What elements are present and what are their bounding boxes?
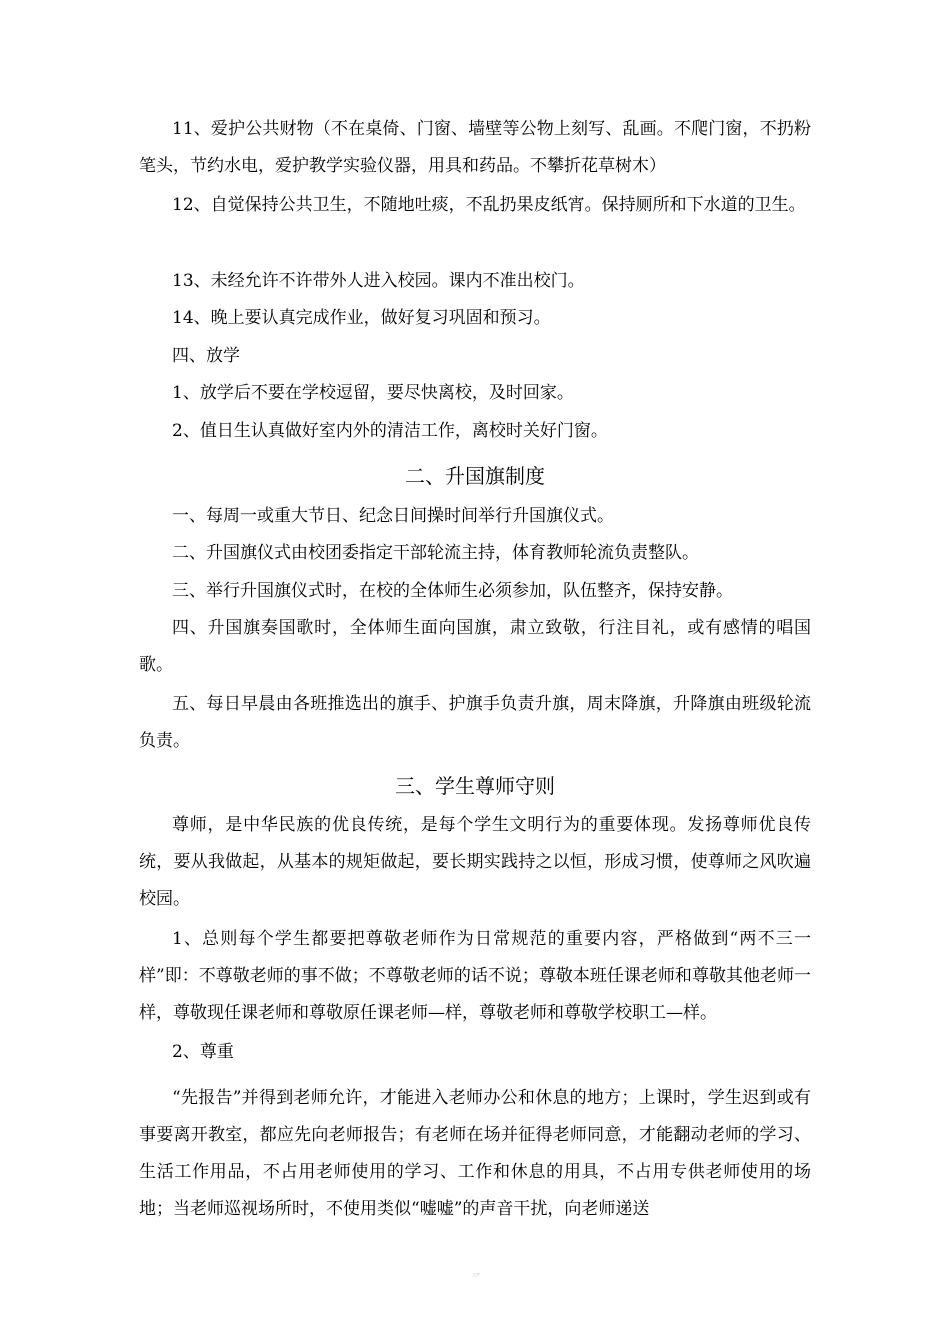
rule-12: 12、自觉保持公共卫生，不随地吐痰，不乱扔果皮纸宵。保持厕所和下水道的卫生。: [172, 195, 806, 215]
footer-watermark: 文库: [472, 1272, 480, 1277]
respect-item-2-heading: 2、尊重: [172, 1042, 234, 1062]
flag-section-title: 二、升国旗制度: [405, 464, 545, 488]
flag-item-1: 一、每周一或重大节日、纪念日间操时间举行升国旗仪式。: [172, 506, 614, 526]
dismissal-heading: 四、放学: [172, 346, 240, 366]
flag-item-3: 三、举行升国旗仪式时，在校的全体师生必须参加，队伍整齐，保持安静。: [172, 581, 733, 601]
dismissal-item-2: 2、值日生认真做好室内外的清洁工作，离校时关好门窗。: [172, 421, 608, 441]
respect-item-2-text: “先报告”并得到老师允许，才能进入老师办公和休息的地方；上课时，学生迟到或有事要离开教室，都应先向老师报告；有老师在场并征得老师同意，才能翻动老师的学习、生活工作用品，不占用老师使用的学习、工作和休息的用具，不占用专供老师使用的场地；当老师巡视场所时，不使用类似“嘘嘘”的声音干扰，向老师递送: [139, 1088, 811, 1219]
rule-13: 13、未经允许不许带外人进入校园。课内不准出校门。: [172, 271, 585, 291]
respect-intro: 尊师，是中华民族的优良传统，是每个学生文明行为的重要体现。发扬尊师优良传统，要从我做起，从基本的规矩做起，要长期实践持之以恒，形成习惯，使尊师之风吹遍校园。: [139, 815, 811, 909]
respect-item-1: 1、总则每个学生都要把尊敬老师作为日常规范的重要内容，严格做到“两不三一样”即：不尊敬老师的事不做；不尊敬老师的话不说；尊敬本班任课老师和尊敬其他老师一样，尊敬现任课老师和尊敬原任课老师—样，尊敬老师和尊敬学校职工—样。: [139, 929, 811, 1023]
flag-item-5: 五、每日早晨由各班推选出的旗手、护旗手负责升旗，周末降旗，升降旗由班级轮流负责。: [139, 694, 811, 751]
respect-section-title: 三、学生尊师守则: [395, 774, 555, 798]
flag-item-2: 二、升国旗仪式由校团委指定干部轮流主持，体育教师轮流负责整队。: [172, 543, 699, 563]
rule-11: 11、爱护公共财物（不在桌倚、门窗、墙壁等公物上刻写、乱画。不爬门窗，不扔粉笔头，节约水电，爱护教学实验仪器，用具和药品。不攀折花草树木）: [139, 119, 811, 176]
dismissal-item-1: 1、放学后不要在学校逗留，要尽快离校，及时回家。: [172, 383, 574, 403]
flag-item-4: 四、升国旗奏国歌时，全体师生面向国旗，肃立致敬，行注目礼，或有感情的唱国歌。: [139, 618, 811, 675]
rule-14: 14、晚上要认真完成作业，做好复习巩固和预习。: [172, 308, 551, 328]
